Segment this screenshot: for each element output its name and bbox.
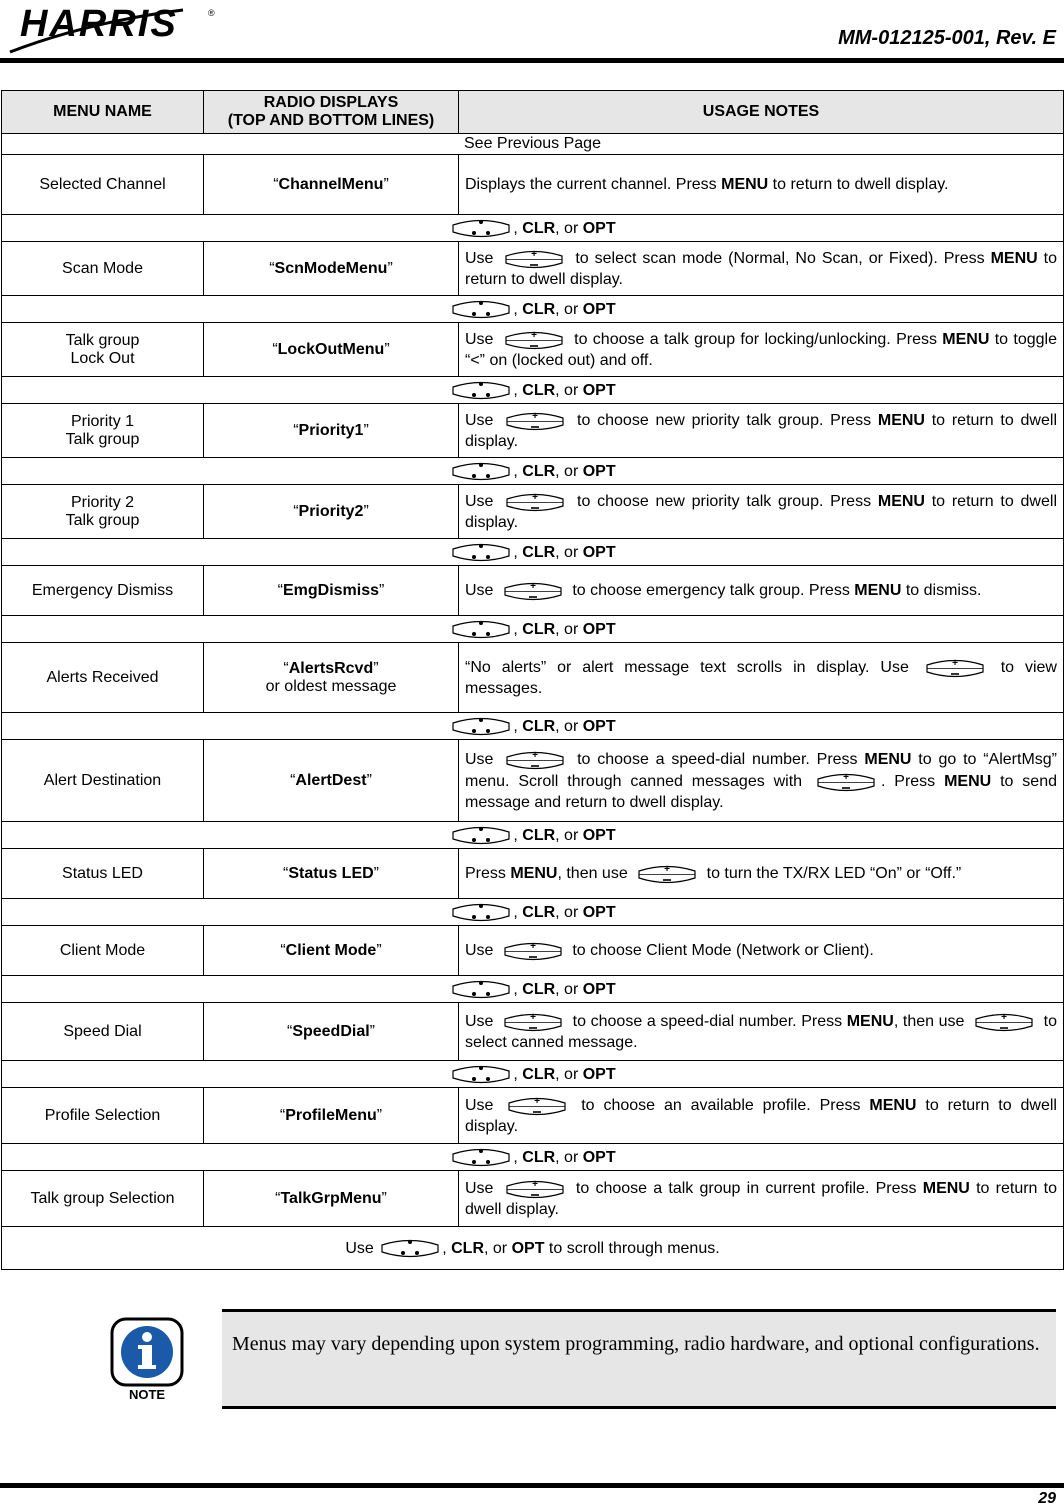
svg-text:+: + bbox=[531, 1179, 538, 1190]
nav-row bbox=[2, 1061, 1064, 1088]
usage-note: Use + to choose an available profile. Press MENU to return to dwell display. bbox=[459, 1088, 1064, 1144]
table-row bbox=[2, 1003, 1064, 1061]
menu-name: Alerts Received bbox=[2, 643, 204, 713]
menu-name: Talk group Selection bbox=[2, 1171, 204, 1227]
plus-minus-rocker-icon bbox=[636, 863, 698, 885]
plus-minus-rocker-icon bbox=[924, 657, 986, 679]
plus-minus-rocker-icon bbox=[503, 248, 565, 270]
radio-display: “AlertDest” bbox=[204, 740, 459, 822]
table-row bbox=[2, 566, 1064, 616]
usage-note: Press MENU, then use + to turn the TX/RX LED “On” or “Off.” bbox=[459, 849, 1064, 899]
nav-row bbox=[2, 822, 1064, 849]
see-previous-row bbox=[2, 134, 1064, 155]
plus-minus-rocker-icon bbox=[506, 1095, 568, 1117]
usage-note: Use + to choose a speed-dial number. Press MENU to go to “AlertMsg” menu. Scroll through canned messages with + . Press MENU to send message and return to dwell display. bbox=[459, 740, 1064, 822]
nav-row bbox=[2, 215, 1064, 242]
scroll-click-key-icon bbox=[379, 1237, 441, 1259]
table-row bbox=[2, 323, 1064, 377]
nav-keys-cell: , CLR, or OPT bbox=[2, 377, 1064, 404]
usage-note: Use + to choose a speed-dial number. Press MENU, then use + to select canned message. bbox=[459, 1003, 1064, 1061]
nav-row bbox=[2, 377, 1064, 404]
table-row bbox=[2, 485, 1064, 539]
nav-keys-cell: , CLR, or OPT bbox=[2, 822, 1064, 849]
document-number: MM-012125-001, Rev. E bbox=[838, 27, 1056, 49]
radio-display: “Priority1” bbox=[204, 404, 459, 458]
header-menu-name: MENU NAME bbox=[2, 91, 204, 134]
table-row bbox=[2, 1088, 1064, 1144]
menu-name: Client Mode bbox=[2, 926, 204, 976]
menu-name: Profile Selection bbox=[2, 1088, 204, 1144]
header-usage-notes: USAGE NOTES bbox=[459, 91, 1064, 134]
nav-row bbox=[2, 296, 1064, 323]
table-row bbox=[2, 643, 1064, 713]
nav-row bbox=[2, 1144, 1064, 1171]
nav-keys-cell: , CLR, or OPT bbox=[2, 899, 1064, 926]
usage-note: Use + to choose a talk group in current profile. Press MENU to return to dwell display. bbox=[459, 1171, 1064, 1227]
nav-row bbox=[2, 616, 1064, 643]
svg-text:+: + bbox=[843, 772, 849, 783]
svg-text:+: + bbox=[534, 1096, 541, 1107]
usage-note: Use + to choose emergency talk group. Press MENU to dismiss. bbox=[459, 566, 1064, 616]
radio-display: “AlertsRcvd” or oldest message bbox=[204, 643, 459, 713]
nav-keys-cell: , CLR, or OPT bbox=[2, 215, 1064, 242]
svg-text:+: + bbox=[951, 658, 958, 669]
menu-name: Status LED bbox=[2, 849, 204, 899]
plus-minus-rocker-icon bbox=[973, 1011, 1035, 1033]
radio-display: “LockOutMenu” bbox=[204, 323, 459, 377]
menu-name: Selected Channel bbox=[2, 155, 204, 215]
plus-minus-rocker-icon bbox=[504, 491, 566, 513]
radio-display: “ProfileMenu” bbox=[204, 1088, 459, 1144]
usage-note: Displays the current channel. Press MENU to return to dwell display. bbox=[459, 155, 1064, 215]
menu-name: Speed Dial bbox=[2, 1003, 204, 1061]
radio-display: “TalkGrpMenu” bbox=[204, 1171, 459, 1227]
table-row bbox=[2, 155, 1064, 215]
scroll-click-key-icon bbox=[450, 1146, 512, 1168]
scroll-click-key-icon bbox=[450, 618, 512, 640]
usage-note: “No alerts” or alert message text scrolls in display. Use + to view messages. bbox=[459, 643, 1064, 713]
scroll-click-key-icon bbox=[450, 824, 512, 846]
table-row bbox=[2, 404, 1064, 458]
svg-text:+: + bbox=[532, 492, 539, 503]
nav-keys-cell: , CLR, or OPT bbox=[2, 713, 1064, 740]
usage-note: Use + to select scan mode (Normal, No Scan, or Fixed). Press MENU to return to dwell display. bbox=[459, 242, 1064, 296]
plus-minus-rocker-icon bbox=[502, 580, 564, 602]
menu-name: Priority 1 Talk group bbox=[2, 404, 204, 458]
scroll-click-key-icon bbox=[450, 901, 512, 923]
nav-keys-cell: , CLR, or OPT bbox=[2, 616, 1064, 643]
note-box bbox=[222, 1309, 1056, 1409]
menu-table bbox=[1, 90, 1064, 1270]
menu-name: Talk group Lock Out bbox=[2, 323, 204, 377]
menu-name: Priority 2 Talk group bbox=[2, 485, 204, 539]
usage-note: Use + to choose new priority talk group. Press MENU to return to dwell display. bbox=[459, 404, 1064, 458]
nav-row bbox=[2, 539, 1064, 566]
menu-name: Scan Mode bbox=[2, 242, 204, 296]
see-previous-text: See Previous Page bbox=[2, 134, 1064, 155]
nav-keys-cell: , CLR, or OPT bbox=[2, 296, 1064, 323]
usage-note: Use + to choose Client Mode (Network or Client). bbox=[459, 926, 1064, 976]
note-text: Menus may vary depending upon system programming, radio hardware, and optional configurations. bbox=[232, 1333, 1040, 1355]
page-header bbox=[0, 0, 1064, 66]
radio-display: “Priority2” bbox=[204, 485, 459, 539]
table-row bbox=[2, 740, 1064, 822]
table-header-row bbox=[2, 91, 1064, 134]
table-row bbox=[2, 849, 1064, 899]
nav-row bbox=[2, 976, 1064, 1003]
svg-text:+: + bbox=[532, 750, 539, 761]
scroll-click-key-icon bbox=[450, 715, 512, 737]
footer-rule bbox=[0, 1483, 1064, 1488]
nav-keys-cell: , CLR, or OPT bbox=[2, 539, 1064, 566]
radio-display: “EmgDismiss” bbox=[204, 566, 459, 616]
usage-note: Use + to choose a talk group for locking/unlocking. Press MENU to toggle “<” on (locked out) and off. bbox=[459, 323, 1064, 377]
scroll-click-key-icon bbox=[450, 379, 512, 401]
header-radio-displays: RADIO DISPLAYS (TOP AND BOTTOM LINES) bbox=[204, 91, 459, 134]
svg-text:+: + bbox=[531, 249, 538, 260]
svg-text:+: + bbox=[532, 411, 539, 422]
nav-row bbox=[2, 458, 1064, 485]
radio-display: “ScnModeMenu” bbox=[204, 242, 459, 296]
page-number: 29 bbox=[1038, 1490, 1056, 1507]
nav-row bbox=[2, 713, 1064, 740]
info-icon bbox=[108, 1315, 186, 1405]
plus-minus-rocker-icon bbox=[502, 1011, 564, 1033]
svg-text:+: + bbox=[529, 940, 536, 952]
header-rule bbox=[0, 58, 1064, 63]
table-row bbox=[2, 1171, 1064, 1227]
scroll-click-key-icon bbox=[450, 460, 512, 482]
nav-keys-cell: , CLR, or OPT bbox=[2, 1144, 1064, 1171]
plus-minus-rocker-icon bbox=[504, 749, 566, 771]
scroll-click-key-icon bbox=[450, 217, 512, 239]
svg-text:NOTE: NOTE bbox=[128, 1387, 166, 1402]
radio-display: “SpeedDial” bbox=[204, 1003, 459, 1061]
scroll-click-key-icon bbox=[450, 1063, 512, 1085]
svg-text:HARRIS: HARRIS bbox=[20, 3, 178, 45]
plus-minus-rocker-icon bbox=[504, 410, 566, 432]
svg-text:+: + bbox=[530, 1012, 536, 1023]
nav-keys-cell: , CLR, or OPT bbox=[2, 976, 1064, 1003]
radio-display: “ChannelMenu” bbox=[204, 155, 459, 215]
usage-note: Use + to choose new priority talk group. Press MENU to return to dwell display. bbox=[459, 485, 1064, 539]
table-row bbox=[2, 242, 1064, 296]
plus-minus-rocker-icon bbox=[815, 771, 877, 793]
note-block bbox=[0, 1305, 1064, 1415]
radio-display: “Status LED” bbox=[204, 849, 459, 899]
harris-logo bbox=[8, 2, 223, 54]
scroll-click-key-icon bbox=[450, 298, 512, 320]
scroll-click-key-icon bbox=[450, 541, 512, 563]
svg-text:®: ® bbox=[208, 8, 215, 18]
menu-name: Alert Destination bbox=[2, 740, 204, 822]
plus-minus-rocker-icon bbox=[502, 940, 564, 962]
table-row bbox=[2, 926, 1064, 976]
final-row: Use , CLR, or OPT to scroll through menus. bbox=[2, 1227, 1064, 1270]
svg-text:+: + bbox=[529, 580, 536, 592]
svg-text:+: + bbox=[664, 863, 671, 875]
nav-keys-cell: , CLR, or OPT bbox=[2, 1061, 1064, 1088]
radio-display: “Client Mode” bbox=[204, 926, 459, 976]
nav-row bbox=[2, 899, 1064, 926]
svg-text:+: + bbox=[530, 330, 537, 341]
svg-text:+: + bbox=[1001, 1012, 1007, 1023]
menu-name: Emergency Dismiss bbox=[2, 566, 204, 616]
plus-minus-rocker-icon bbox=[504, 1178, 566, 1200]
nav-keys-cell: , CLR, or OPT bbox=[2, 458, 1064, 485]
plus-minus-rocker-icon bbox=[503, 329, 565, 351]
scroll-click-key-icon bbox=[450, 978, 512, 1000]
